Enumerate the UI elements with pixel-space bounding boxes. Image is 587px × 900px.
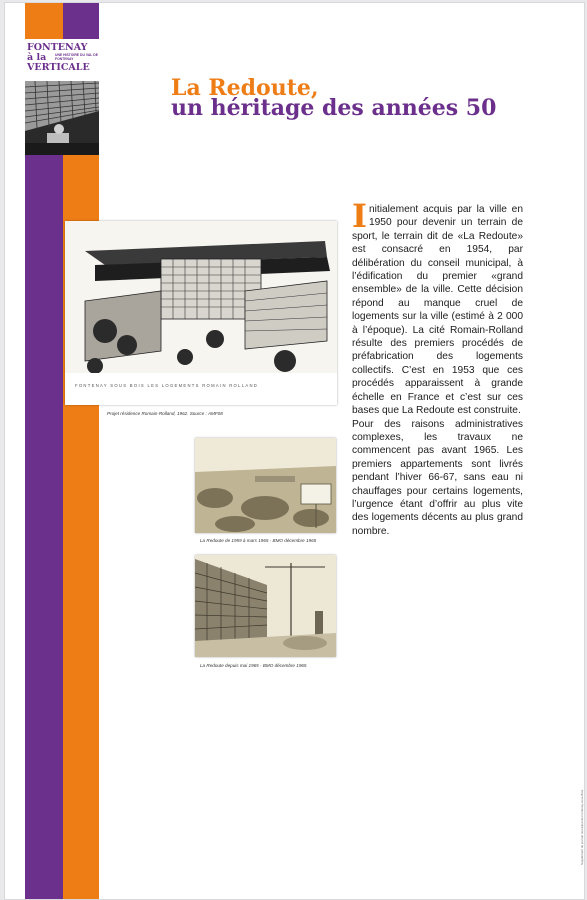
- exhibition-panel: [4, 2, 585, 900]
- title-line2: un héritage des années 50: [171, 95, 497, 121]
- drawing-image: [65, 221, 337, 405]
- photo2-caption: La Redoute depuis mai 1965 - BMO décembre 1965: [200, 663, 307, 668]
- drop-cap: I: [352, 197, 367, 235]
- logo-subtitle: UNE HISTOIRE DU VAL DE FONTENAY: [55, 53, 98, 61]
- vertical-credit: Supplément du journal municipal de Fontenay-sous-Bois: [580, 789, 584, 865]
- construction-site-photo: [195, 438, 336, 533]
- paragraph-2: Pour des raisons administratives complexes, les travaux ne commencent pas avant 1965. Les premiers appartements sont livrés pendant l’hiver 66-67, sans eau ni chauffages pour certains logements, l’urgence étant d’offrir au plus vite des logements décents au plus grand nombre.: [352, 418, 523, 537]
- page-title: [171, 75, 497, 121]
- top-orange-block: [25, 3, 63, 39]
- logo-line1: FONTENAY: [27, 42, 88, 53]
- drawing-inscription: FONTENAY SOUS BOIS LES LOGEMENTS ROMAIN ROLLAND: [75, 383, 259, 388]
- photo1-caption: La Redoute de 1959 à mars 1965 - BMO décembre 1965: [200, 538, 317, 543]
- logo-line3: VERTICALE: [27, 62, 90, 73]
- paragraph-1: nitialement acquis par la ville en 1950 pour devenir un terrain de sport, le terrain dit de «La Redoute» est consacré en 1954, par délibération du conseil municipal, à l’édification du premier «grand ensemble» de la ville. Cette décision répond au manque cruel de logements sur la ville (estimé à 2 000 à l’époque). La cité Romain-Rolland résulte des premiers procédés de préfabrication des logements collectifs. C’est en 1953 que ces procédés apparaissent à grande échelle en France et c’est sur ces bases que La Redoute est construite.: [352, 204, 523, 417]
- logo-building-photo: [25, 81, 99, 155]
- article-body: [352, 197, 523, 538]
- drawing-caption: Projet résidence Romain-Rolland, 1962. Source : AMF08: [107, 411, 223, 416]
- logo-line2: à la: [27, 52, 47, 63]
- title-line1: La Redoute,: [171, 75, 319, 101]
- logo: [25, 39, 99, 81]
- building-construction-photo: [195, 555, 336, 657]
- top-purple-block: [63, 3, 99, 39]
